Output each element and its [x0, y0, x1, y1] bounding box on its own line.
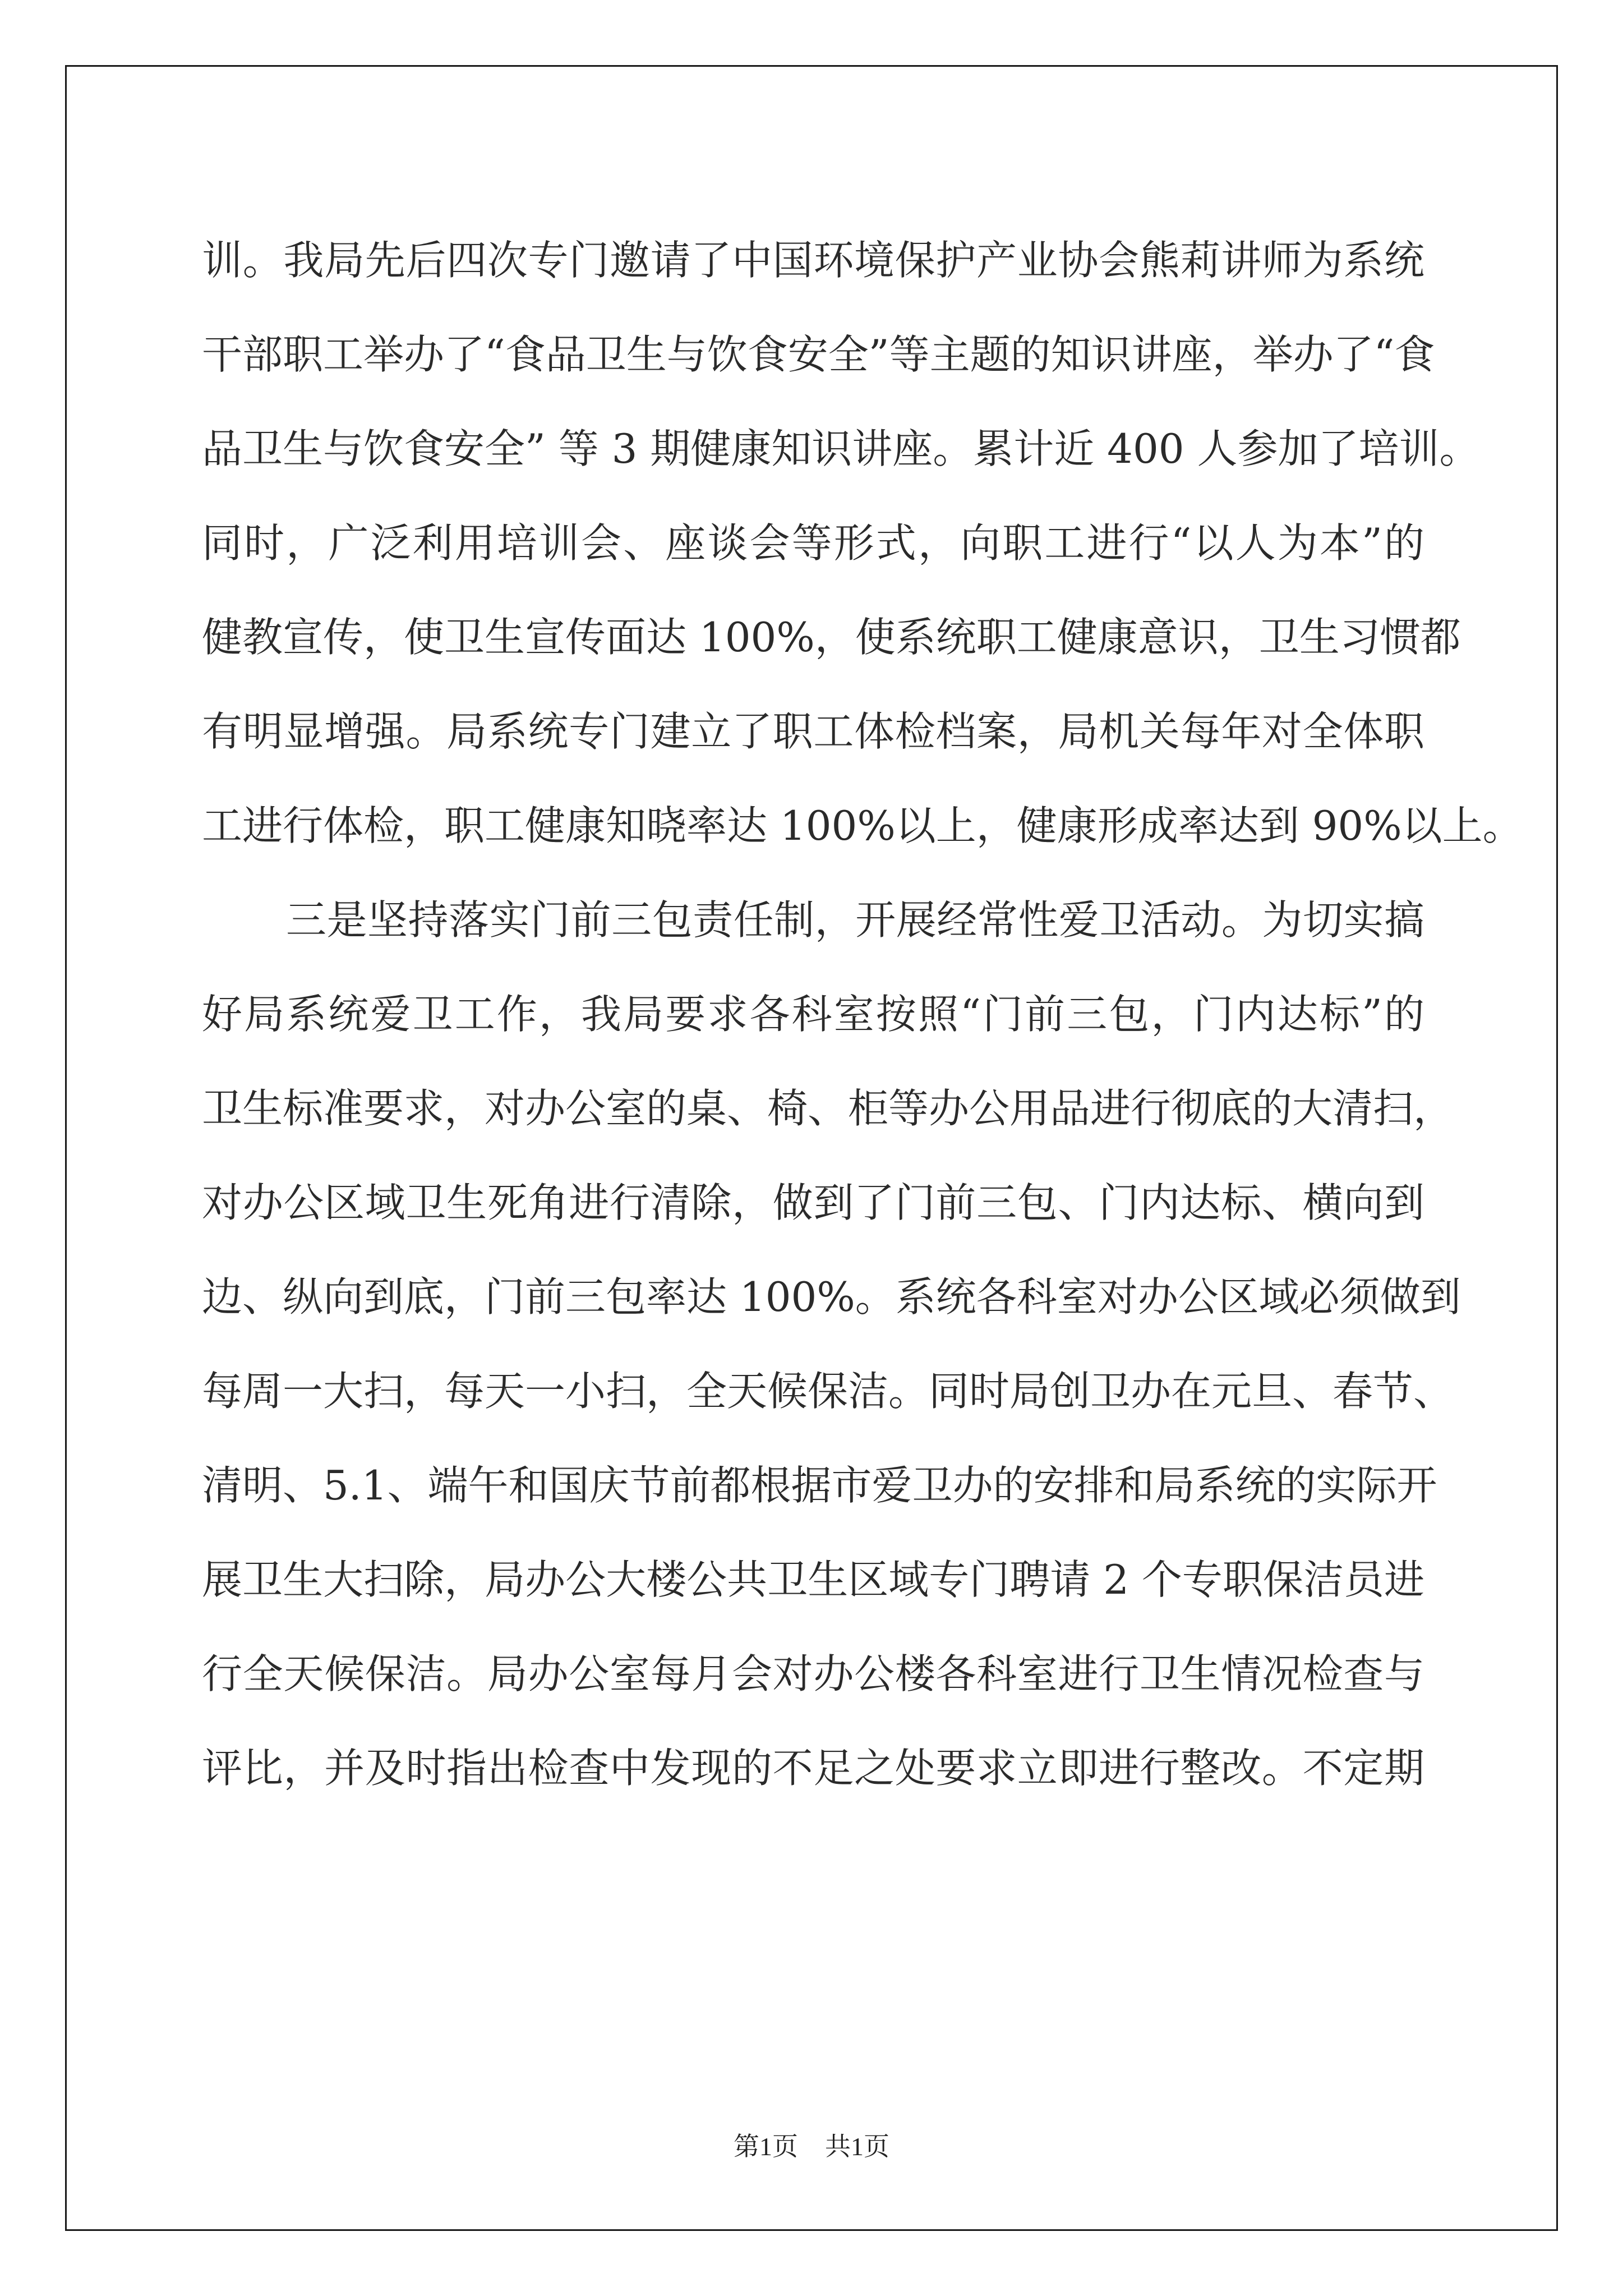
- text-line: 同时，广泛利用培训会、座谈会等形式，向职工进行“以人为本”的: [202, 519, 1424, 567]
- document-body: [202, 213, 1523, 1815]
- text-line: 对办公区域卫生死角进行清除，做到了门前三包、门内达标、横向到: [202, 1179, 1424, 1226]
- text-line: 工进行体检，职工健康知晓率达 100%以上，健康形成率达到 90%以上。: [202, 802, 1523, 849]
- text-line: 评比，并及时指出检查中发现的不足之处要求立即进行整改。不定期: [202, 1745, 1424, 1792]
- text-line: 每周一大扫，每天一小扫，全天候保洁。同时局创卫办在元旦、春节、: [202, 1368, 1454, 1415]
- text-line: 清明、5.1、端午和国庆节前都根据市爱卫办的安排和局系统的实际开: [202, 1462, 1437, 1509]
- text-line: 健教宣传，使卫生宣传面达 100%，使系统职工健康意识，卫生习惯都: [202, 614, 1461, 661]
- text-line: 品卫生与饮食安全” 等 3 期健康知识讲座。累计近 400 人参加了培训。: [202, 425, 1480, 472]
- page-number: 第1页: [734, 2132, 798, 2161]
- text-line: 卫生标准要求，对办公室的桌、椅、柜等办公用品进行彻底的大清扫，: [202, 1085, 1454, 1132]
- text-line: 展卫生大扫除，局办公大楼公共卫生区域专门聘请 2 个专职保洁员进: [202, 1556, 1424, 1603]
- text-line: 好局系统爱卫工作，我局要求各科室按照“门前三包，门内达标”的: [202, 991, 1424, 1038]
- text-line: 边、纵向到底，门前三包率达 100%。系统各科室对办公区域必须做到: [202, 1273, 1461, 1320]
- text-line: 有明显增强。局系统专门建立了职工体检档案，局机关每年对全体职: [202, 708, 1424, 755]
- text-line: 行全天候保洁。局办公室每月会对办公楼各科室进行卫生情况检查与: [202, 1650, 1424, 1697]
- paragraph-first-line: 三是坚持落实门前三包责任制，开展经常性爱卫活动。为切实搞: [286, 896, 1424, 944]
- text-line: 训。我局先后四次专门邀请了中国环境保护产业协会熊莉讲师为系统: [202, 237, 1424, 284]
- text-line: 干部职工举办了“食品卫生与饮食安全”等主题的知识讲座，举办了“食: [202, 331, 1435, 378]
- page-total: 共1页: [825, 2132, 889, 2161]
- page-footer: [0, 2126, 1623, 2163]
